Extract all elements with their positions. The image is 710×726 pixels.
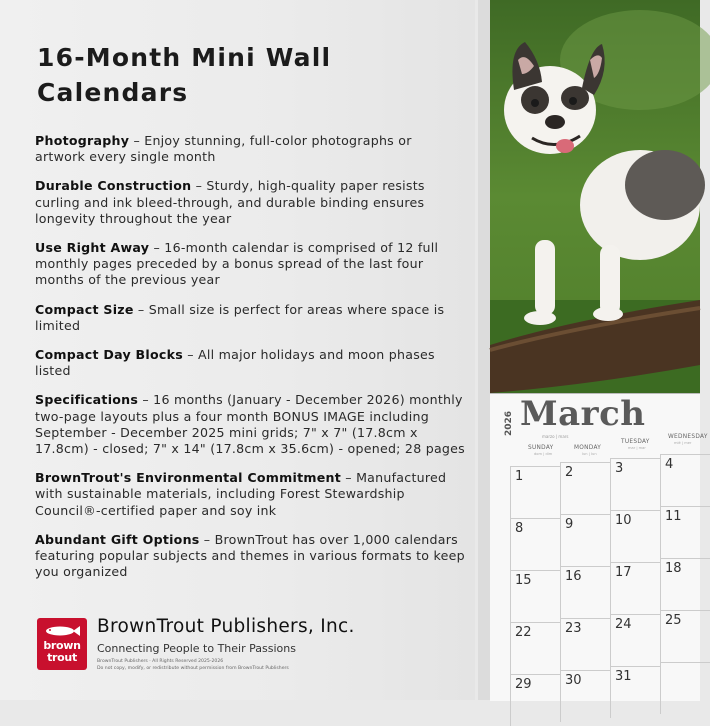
feature-item [35, 470, 465, 519]
logo-text-trout: trout [47, 651, 77, 664]
calendar-day: 9 [560, 514, 610, 566]
feature-item [35, 178, 465, 227]
day-header: WEDNESDAY [668, 434, 708, 440]
calendar-day: 16 [560, 566, 610, 618]
feature-item [35, 240, 465, 289]
feature-title: Durable Construction [35, 178, 192, 194]
feature-item [35, 392, 465, 457]
calendar-day: 18 [660, 558, 710, 610]
calendar-grid [510, 458, 710, 708]
feature-text: – All major holidays and moon phases listed [35, 347, 435, 379]
day-header: TUESDAY [621, 439, 650, 445]
calendar-day: 4 [660, 454, 710, 506]
feature-text: – Sturdy, high-quality paper resists curling and ink bleed-through, and durable binding ensures longevity throughout the year [35, 178, 425, 226]
feature-item [35, 133, 465, 165]
feature-item [35, 532, 465, 581]
calendar-day: 23 [560, 618, 610, 670]
day-header: SUNDAY [528, 445, 554, 451]
calendar-day: 8 [510, 518, 560, 570]
feature-text: – BrownTrout has over 1,000 calendars featuring popular subjects and themes in various formats to keep you organized [35, 531, 465, 580]
trout-icon [43, 624, 81, 638]
feature-item [35, 347, 465, 379]
feature-text: – 16 months (January - December 2026) monthly two-page layouts plus a four month BONUS IMAGE including September - December 2025 mini grids; 7" x 7" (17.8cm x 17.8cm) - closed; 7" x 14" (17.8cm x 35.6cm) - opened; 28 pages [35, 392, 465, 457]
feature-text: – Small size is perfect for areas where space is limited [35, 301, 445, 333]
day-header-sub: mar | mar [628, 446, 646, 450]
logo-text-brown: brown [43, 639, 81, 652]
feature-text: – 16-month calendar is comprised of 12 full monthly pages preceded by a bonus spread of the last four months of the previous year [35, 240, 439, 288]
feature-title: Photography [35, 133, 130, 148]
calendar-day: 1 [510, 466, 560, 518]
day-header-sub: mié | mer [674, 441, 692, 445]
calendar-year: 2026 [504, 410, 514, 436]
calendar-day: 29 [510, 674, 560, 726]
page-title: 16-Month Mini Wall Calendars [37, 43, 332, 107]
feature-title: Compact Size [35, 301, 134, 317]
calendar-page [490, 393, 708, 701]
calendar-day: 25 [660, 610, 710, 662]
calendar-day [660, 662, 710, 714]
feature-text: – Enjoy stunning, full-color photographs or artwork every single month [35, 133, 412, 165]
calendar-day: 17 [610, 562, 660, 614]
publisher-tagline: Connecting People to Their Passions [97, 642, 296, 655]
calendar-day: 31 [610, 666, 660, 718]
publisher-block [37, 618, 467, 693]
feature-text: – Manufactured with sustainable materials, including Forest Stewardship Council®-certified paper and soy ink [35, 470, 447, 518]
feature-title: BrownTrout's Environmental Commitment [35, 470, 342, 486]
feature-title: Abundant Gift Options [35, 531, 200, 547]
calendar-day: 24 [610, 614, 660, 666]
day-header: MONDAY [574, 445, 602, 451]
day-header-sub: dom | dim [534, 452, 553, 456]
feature-list [35, 133, 465, 593]
day-header-sub: lun | lun [582, 452, 597, 456]
calendar-day: 10 [610, 510, 660, 562]
calendar-day: 3 [610, 458, 660, 510]
month-subtitle: marzo | mars [542, 434, 569, 439]
legal-line: BrownTrout Publishers · All Rights Reserved 2025-2026 [97, 659, 224, 664]
french-bulldog-photo [490, 0, 700, 393]
feature-title: Use Right Away [35, 240, 150, 256]
month-name: March [520, 394, 646, 434]
publisher-name: BrownTrout Publishers, Inc. [97, 616, 355, 637]
feature-title: Specifications [35, 392, 139, 408]
feature-item [35, 302, 465, 334]
calendar-day: 30 [560, 670, 610, 722]
browntrout-logo [37, 618, 87, 670]
calendar-day: 15 [510, 570, 560, 622]
legal-line: Do not copy, modify, or redistribute without permission from BrownTrout Publishers [97, 665, 289, 671]
legal-notice [97, 659, 377, 672]
calendar-photo [490, 0, 700, 393]
calendar-day: 2 [560, 462, 610, 514]
feature-title: Compact Day Blocks [35, 347, 183, 363]
calendar-day: 11 [660, 506, 710, 558]
calendar-day: 22 [510, 622, 560, 674]
